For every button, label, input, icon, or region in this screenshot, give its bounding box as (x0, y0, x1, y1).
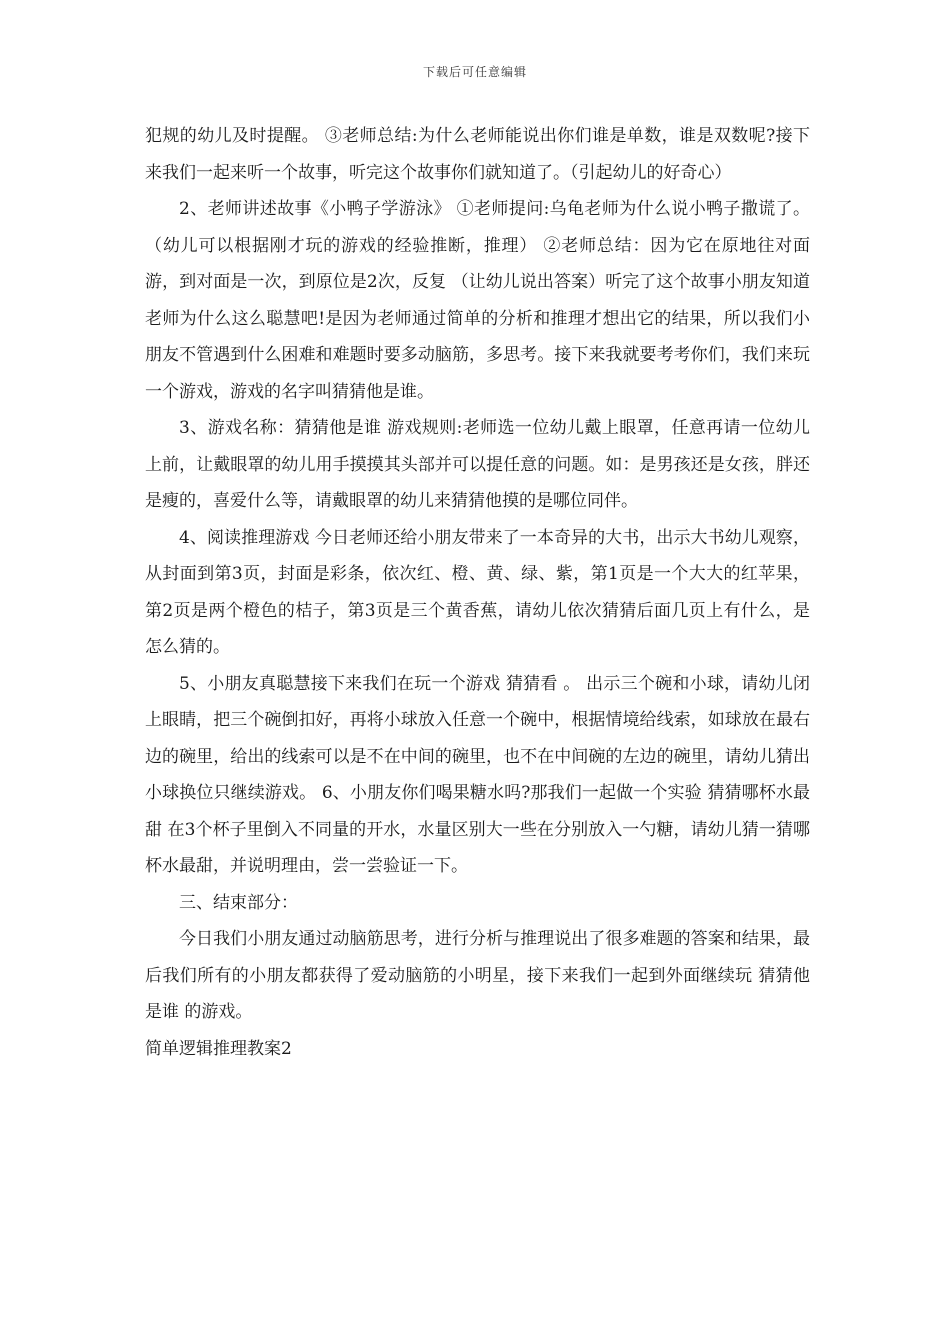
document-body (145, 118, 810, 1067)
paragraph-continuation: 犯规的幼儿及时提醒。 ③老师总结:为什么老师能说出你们谁是单数，谁是双数呢?接下来我们一起来听一个故事，听完这个故事你们就知道了。（引起幼儿的好奇心） (145, 126, 810, 183)
paragraph-game-guess-who: 3、游戏名称：猜猜他是谁 游戏规则:老师选一位幼儿戴上眼罩，任意再请一位幼儿上前，让戴眼罩的幼儿用手摸摸其头部并可以提任意的问题。如：是男孩还是女孩，胖还是瘦的，喜爱什么等，请戴眼罩的幼儿来猜猜他摸的是哪位同伴。 (145, 418, 810, 511)
paragraph-reading-game: 4、阅读推理游戏 今日老师还给小朋友带来了一本奇异的大书，出示大书幼儿观察，从封面到第3页，封面是彩条，依次红、橙、黄、绿、紫，第1页是一个大大的红苹果，第2页是两个橙色的桔子，第3页是三个黄香蕉，请幼儿依次猜猜后面几页上有什么，是怎么猜的。 (145, 527, 810, 657)
lesson-title: 简单逻辑推理教案2 (145, 1038, 292, 1059)
section-heading-ending: 三、结束部分： (179, 892, 298, 913)
page-header: 下载后可任意编辑 (422, 65, 527, 79)
paragraph-bowl-game: 5、小朋友真聪慧接下来我们在玩一个游戏 猜猜看 。 出示三个碗和小球，请幼儿闭上眼睛，把三个碗倒扣好，再将小球放入任意一个碗中，根据情境给线索，如球放在最右边的碗里，给出的线索可以是不在中间的碗里，也不在中间碗的左边的碗里，请幼儿猜出小球换位只继续游戏。 6、小朋友你们喝果糖水吗?那我们一起做一个实验 猜猜哪杯水最甜 在3个杯子里倒入不同量的开水，水量区别大一些在分别放入一勺糖，请幼儿猜一猜哪杯水最甜，并说明理由，尝一尝验证一下。 (145, 673, 810, 876)
paragraph-story: 2、老师讲述故事《小鸭子学游泳》 ①老师提问:乌龟老师为什么说小鸭子撒谎了。 （幼儿可以根据刚才玩的游戏的经验推断，推理） ②老师总结：因为它在原地往对面游，到对面是一次，到原位是2次，反复 （让幼儿说出答案）听完了这个故事小朋友知道老师为什么这么聪慧吧!是因为老师通过简单的分析和推理才想出它的结果，所以我们小朋友不管遇到什么困难和难题时要多动脑筋，多思考。接下来我就要考考你们，我们来玩一个游戏，游戏的名字叫猜猜他是谁。 (145, 199, 810, 402)
paragraph-ending: 今日我们小朋友通过动脑筋思考，进行分析与推理说出了很多难题的答案和结果，最后我们所有的小朋友都获得了爱动脑筋的小明星，接下来我们一起到外面继续玩 猜猜他是谁 的游戏。 (145, 929, 810, 1022)
